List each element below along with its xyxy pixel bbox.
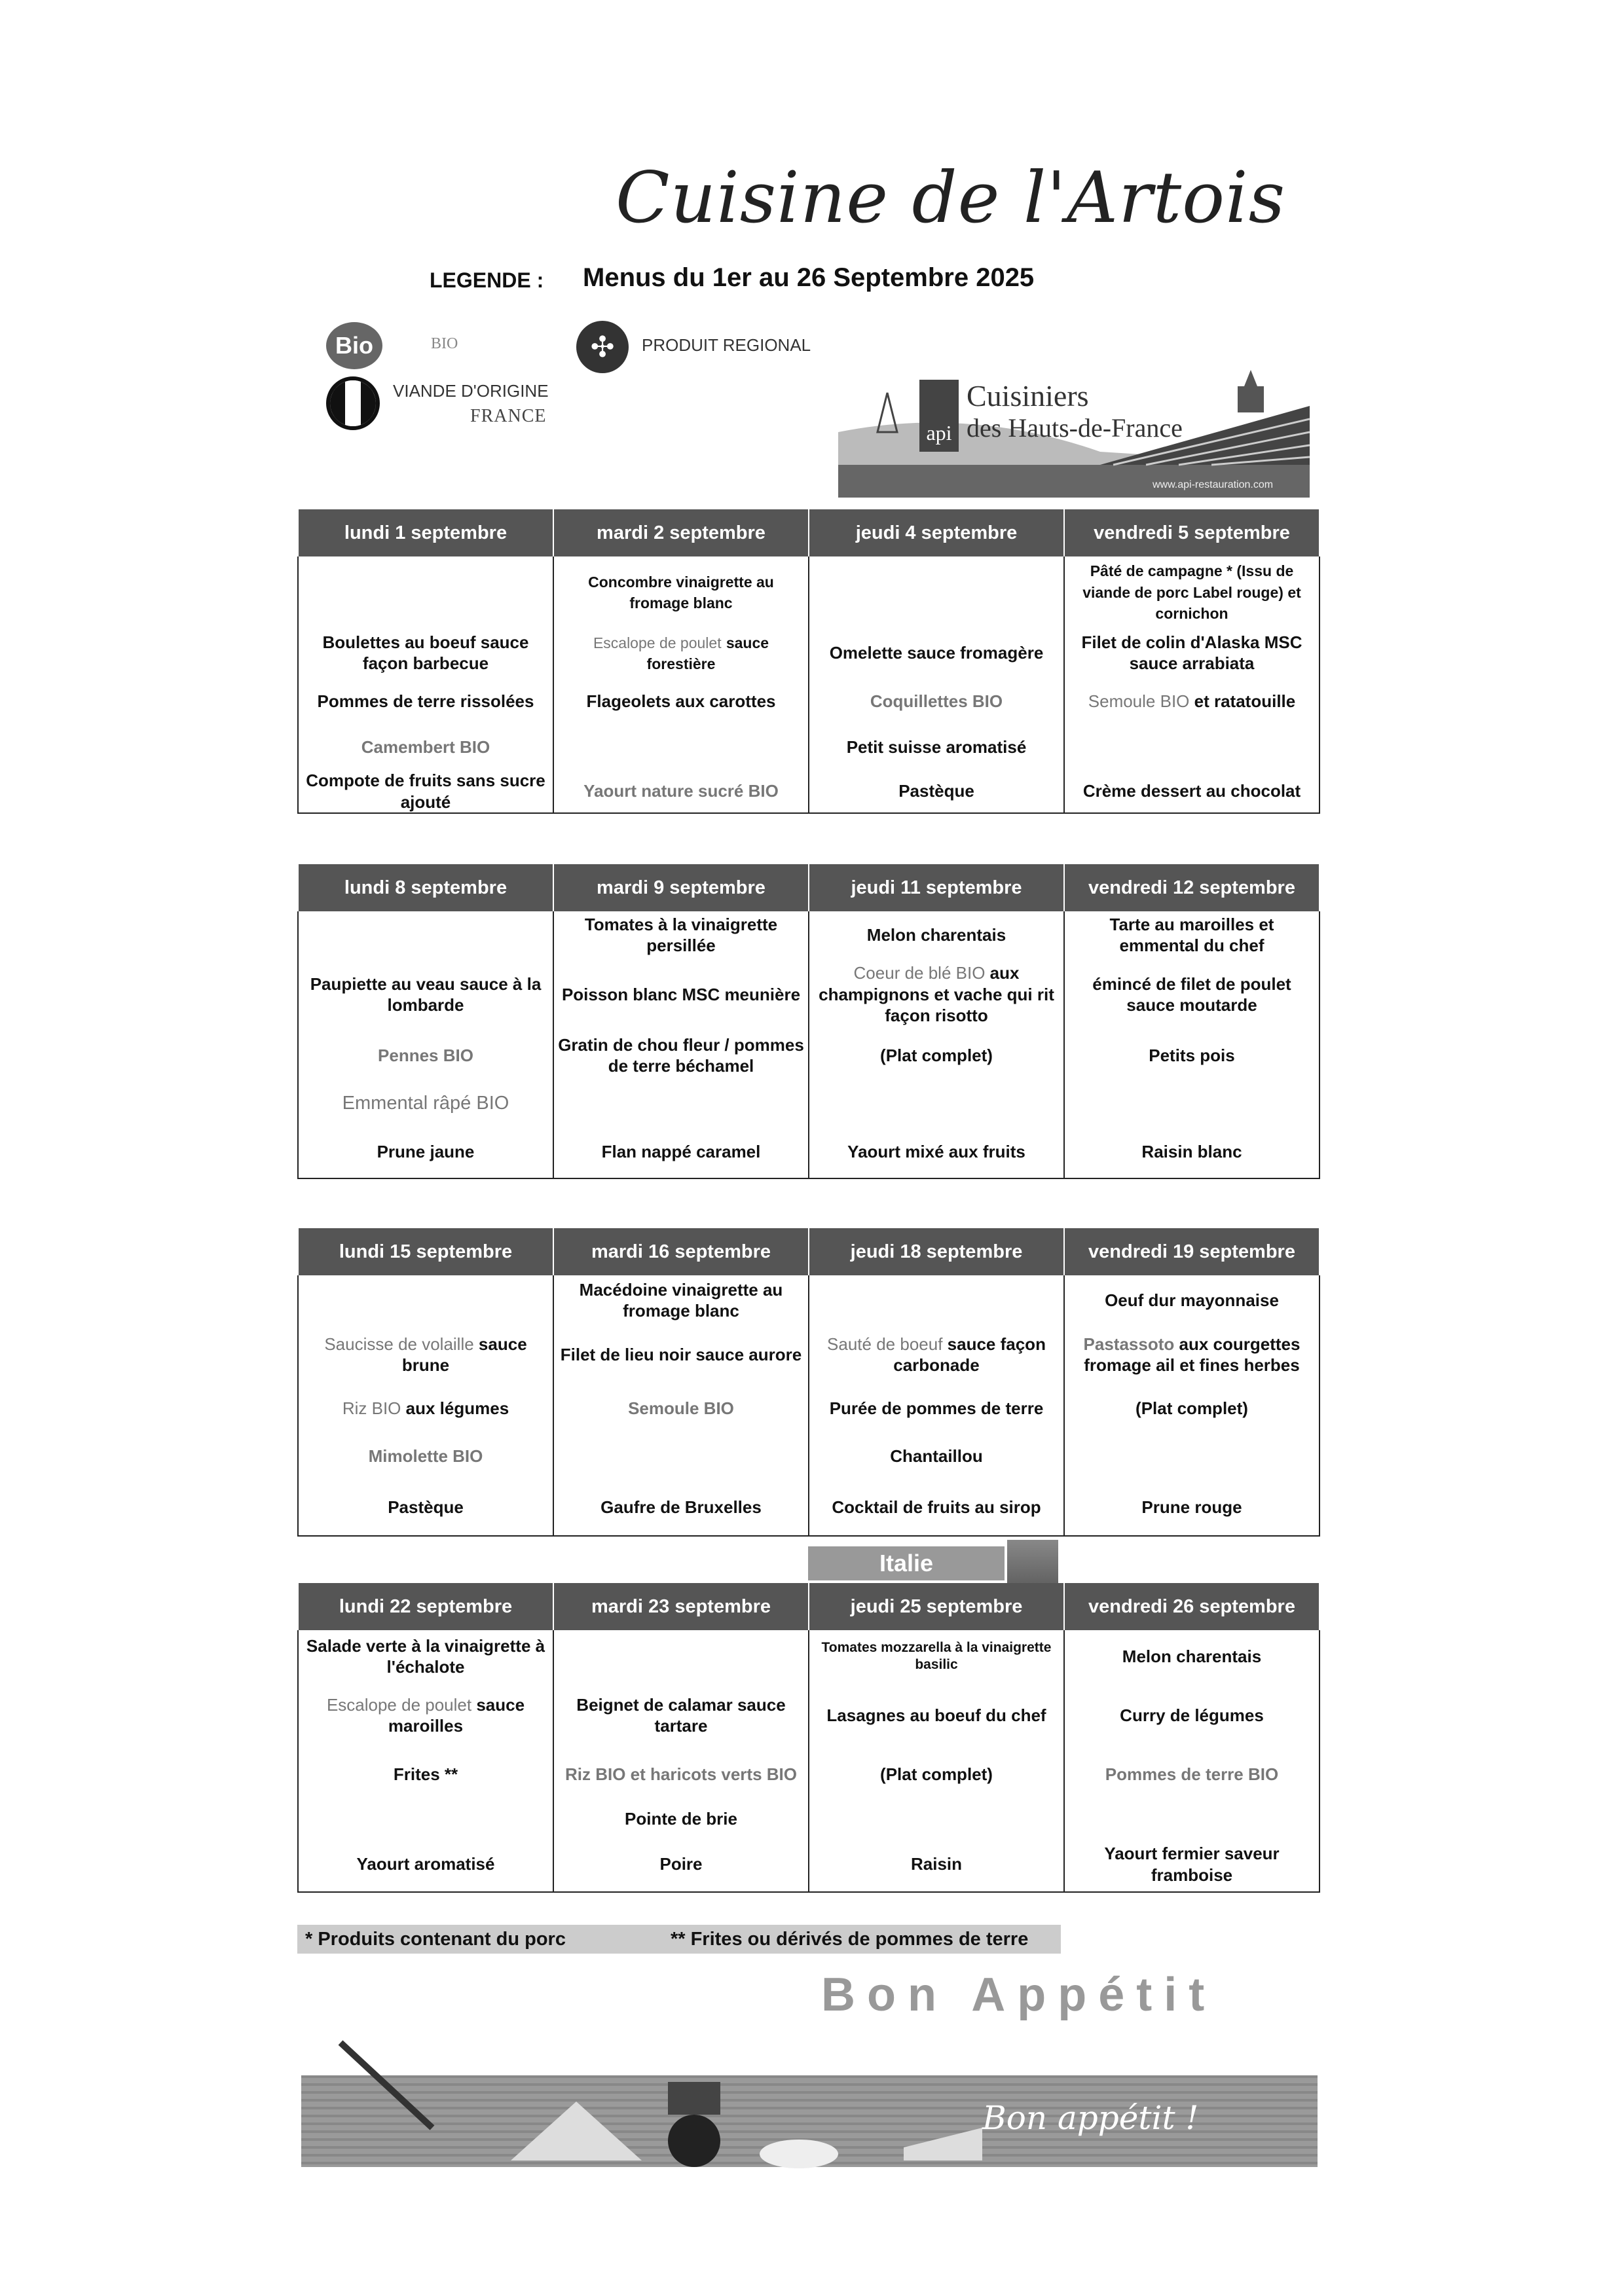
logo-url: www.api-restauration.com xyxy=(1153,479,1274,490)
day-header: lundi 22 septembre xyxy=(298,1583,553,1630)
menu-cell xyxy=(1064,724,1320,770)
day-header: mardi 23 septembre xyxy=(553,1583,809,1630)
menu-cell xyxy=(553,1432,809,1480)
week-2-menu xyxy=(297,864,1320,1179)
menu-cell: Escalope de poulet sauce maroilles xyxy=(298,1683,553,1748)
menu-cell: Pennes BIO xyxy=(298,1030,553,1080)
menu-cell: Yaourt fermier saveur framboise xyxy=(1064,1837,1320,1892)
menu-cell: Macédoine vinaigrette au fromage blanc xyxy=(553,1275,809,1325)
menu-cell: Petit suisse aromatisé xyxy=(809,724,1064,770)
menu-cell: Raisin xyxy=(809,1837,1064,1892)
menu-cell: Flageolets aux carottes xyxy=(553,678,809,724)
menu-cell xyxy=(298,556,553,627)
menu-cell: Salade verte à la vinaigrette à l'échalote xyxy=(298,1630,553,1683)
menu-cell: Melon charentais xyxy=(809,911,1064,958)
kitchen-illustration xyxy=(327,2030,1048,2174)
menu-cell: Poisson blanc MSC meunière xyxy=(553,958,809,1030)
menu-cell: Sauté de boeuf sauce façon carbonade xyxy=(809,1325,1064,1384)
menu-cell xyxy=(809,1800,1064,1837)
day-header: vendredi 26 septembre xyxy=(1064,1583,1320,1630)
menu-cell: Emmental râpé BIO xyxy=(298,1080,553,1126)
menu-cell: Pastèque xyxy=(298,1480,553,1536)
day-header: jeudi 25 septembre xyxy=(809,1583,1064,1630)
footnote-bar xyxy=(297,1925,1061,1954)
menu-cell xyxy=(809,1080,1064,1126)
menu-cell: Yaourt mixé aux fruits xyxy=(809,1126,1064,1178)
menu-cell: Beignet de calamar sauce tartare xyxy=(553,1683,809,1748)
menu-cell: Escalope de poulet sauce forestière xyxy=(553,627,809,678)
menu-cell: Tarte au maroilles et emmental du chef xyxy=(1064,911,1320,958)
menu-cell: Riz BIO aux légumes xyxy=(298,1384,553,1432)
menu-cell: (Plat complet) xyxy=(1064,1384,1320,1432)
banner-bon-appetit: Bon appétit ! xyxy=(982,2099,1199,2137)
menu-cell: Crème dessert au chocolat xyxy=(1064,770,1320,813)
regional-product-icon: ✣ xyxy=(576,321,629,373)
legend-viande-label: VIANDE D'ORIGINE xyxy=(393,381,549,401)
day-header: vendredi 12 septembre xyxy=(1064,864,1320,911)
legend-label: LEGENDE : xyxy=(430,268,544,292)
menu-cell: (Plat complet) xyxy=(809,1748,1064,1800)
menu-cell: Curry de légumes xyxy=(1064,1683,1320,1748)
day-header: jeudi 18 septembre xyxy=(809,1228,1064,1275)
theme-label: Italie xyxy=(808,1546,1005,1580)
legend-viande-label-2: FRANCE xyxy=(470,406,547,426)
menu-cell: Yaourt nature sucré BIO xyxy=(553,770,809,813)
menu-cell: Tomates à la vinaigrette persillée xyxy=(553,911,809,958)
bio-icon: Bio xyxy=(326,322,382,369)
week-1-menu xyxy=(297,509,1320,814)
day-header: vendredi 5 septembre xyxy=(1064,509,1320,556)
menu-cell: Boulettes au boeuf sauce façon barbecue xyxy=(298,627,553,678)
menu-cell: Tomates mozzarella à la vinaigrette basilic xyxy=(809,1630,1064,1683)
menu-cell xyxy=(1064,1432,1320,1480)
menu-cell: Purée de pommes de terre xyxy=(809,1384,1064,1432)
menu-cell: Coquillettes BIO xyxy=(809,678,1064,724)
menu-cell: Pointe de brie xyxy=(553,1800,809,1837)
menu-cell: Oeuf dur mayonnaise xyxy=(1064,1275,1320,1325)
menu-cell: Semoule BIO et ratatouille xyxy=(1064,678,1320,724)
menu-cell xyxy=(1064,1800,1320,1837)
menu-cell: Camembert BIO xyxy=(298,724,553,770)
menu-cell: Concombre vinaigrette au fromage blanc xyxy=(553,556,809,627)
logo-line1: Cuisiniers xyxy=(967,379,1089,412)
menu-cell xyxy=(298,1800,553,1837)
menu-cell: Cocktail de fruits au sirop xyxy=(809,1480,1064,1536)
day-header: lundi 15 septembre xyxy=(298,1228,553,1275)
menu-cell xyxy=(1064,1080,1320,1126)
menu-cell: Paupiette au veau sauce à la lombarde xyxy=(298,958,553,1030)
menu-cell xyxy=(809,556,1064,627)
logo-line2: des Hauts-de-France xyxy=(967,413,1183,443)
france-flag-icon xyxy=(326,376,380,430)
bon-appetit-heading: Bon Appétit xyxy=(821,1969,1217,2021)
menu-cell: (Plat complet) xyxy=(809,1030,1064,1080)
menu-cell: Pastassoto aux courgettes fromage ail et fines herbes xyxy=(1064,1325,1320,1384)
menu-cell: Pommes de terre rissolées xyxy=(298,678,553,724)
menu-cell: Frites ** xyxy=(298,1748,553,1800)
footnote-fries: ** Frites ou dérivés de pommes de terre xyxy=(670,1928,1029,1950)
menu-cell: Pommes de terre BIO xyxy=(1064,1748,1320,1800)
menu-cell: Pâté de campagne * (Issu de viande de porc Label rouge) et cornichon xyxy=(1064,556,1320,627)
day-header: jeudi 4 septembre xyxy=(809,509,1064,556)
legend-regional-label: PRODUIT REGIONAL xyxy=(642,335,811,355)
menu-cell: Filet de lieu noir sauce aurore xyxy=(553,1325,809,1384)
menu-cell: Petits pois xyxy=(1064,1030,1320,1080)
menu-cell: Omelette sauce fromagère xyxy=(809,627,1064,678)
page-title: Cuisine de l'Artois xyxy=(616,157,1286,239)
menu-cell: Compote de fruits sans sucre ajouté xyxy=(298,770,553,813)
menu-cell xyxy=(809,1275,1064,1325)
menu-cell: Gratin de chou fleur / pommes de terre béchamel xyxy=(553,1030,809,1080)
menu-cell xyxy=(553,1630,809,1683)
week-3-menu xyxy=(297,1228,1320,1537)
menu-cell: Mimolette BIO xyxy=(298,1432,553,1480)
menu-cell: Flan nappé caramel xyxy=(553,1126,809,1178)
day-header: lundi 8 septembre xyxy=(298,864,553,911)
menu-cell xyxy=(298,1275,553,1325)
menu-cell: Semoule BIO xyxy=(553,1384,809,1432)
menu-cell: Melon charentais xyxy=(1064,1630,1320,1683)
day-header: mardi 9 septembre xyxy=(553,864,809,911)
menu-cell xyxy=(553,724,809,770)
menu-cell: Prune rouge xyxy=(1064,1480,1320,1536)
day-header: lundi 1 septembre xyxy=(298,509,553,556)
day-header: mardi 16 septembre xyxy=(553,1228,809,1275)
day-header: vendredi 19 septembre xyxy=(1064,1228,1320,1275)
menu-cell xyxy=(298,911,553,958)
api-logo-mark: api xyxy=(919,380,959,452)
menu-cell: Gaufre de Bruxelles xyxy=(553,1480,809,1536)
menu-cell: Saucisse de volaille sauce brune xyxy=(298,1325,553,1384)
week-4-menu xyxy=(297,1583,1320,1893)
menu-cell: Prune jaune xyxy=(298,1126,553,1178)
legend-bio-label: BIO xyxy=(431,335,458,352)
menu-cell: Chantaillou xyxy=(809,1432,1064,1480)
menu-cell: Raisin blanc xyxy=(1064,1126,1320,1178)
menu-cell xyxy=(553,1080,809,1126)
footnote-pork: * Produits contenant du porc xyxy=(305,1928,566,1950)
menus-title: Menus du 1er au 26 Septembre 2025 xyxy=(583,263,1035,292)
menu-cell: Filet de colin d'Alaska MSC sauce arrabiata xyxy=(1064,627,1320,678)
menu-cell: Yaourt aromatisé xyxy=(298,1837,553,1892)
menu-cell: Poire xyxy=(553,1837,809,1892)
day-header: mardi 2 septembre xyxy=(553,509,809,556)
menu-cell: Coeur de blé BIO aux champignons et vache qui rit façon risotto xyxy=(809,958,1064,1030)
menu-cell: Riz BIO et haricots verts BIO xyxy=(553,1748,809,1800)
menu-cell: Pastèque xyxy=(809,770,1064,813)
day-header: jeudi 11 septembre xyxy=(809,864,1064,911)
menu-cell: Lasagnes au boeuf du chef xyxy=(809,1683,1064,1748)
menu-cell: émincé de filet de poulet sauce moutarde xyxy=(1064,958,1320,1030)
